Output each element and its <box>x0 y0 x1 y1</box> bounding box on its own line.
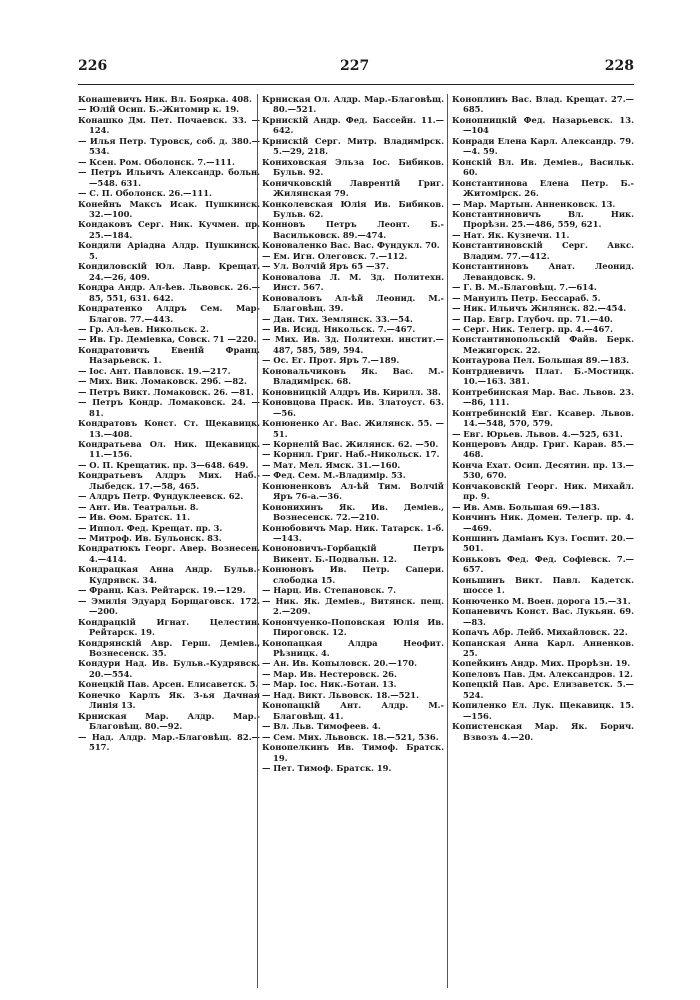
directory-entry: — Ксен. Ром. Оболонск. 7.—111. <box>78 156 235 167</box>
directory-entry: Копецкій Пав. Арс. Елизаветск. 5.—524. <box>452 679 634 700</box>
directory-entry: — Ник. Як. Деміев., Витянск. пещ. 2.—209. <box>262 595 444 617</box>
directory-entry: Кондратюкъ Георг. Авер. Вознесен. 4.—414. <box>78 543 260 564</box>
directory-entry: Контребинская Мар. Вас. Львов. 23.—86, 111. <box>452 386 634 408</box>
directory-entry: Константинова Елена Петр. Б.-Житомірск. 26. <box>452 177 634 199</box>
directory-entry: Конюченко М. Воен. дорога 15.—31. <box>452 595 631 606</box>
directory-entry: — Мануилъ Петр. Бессараб. 5. <box>452 292 601 303</box>
directory-entry: Конча Ехат. Осип. Десятин. пр. 13.—530, 670. <box>452 459 634 481</box>
directory-entry: Кондиловскій Юл. Лавр. Крещат. 24.—26, 409. <box>78 261 260 282</box>
directory-entry: — Ив. Гр. Деміевка, Совск. 71 —220. <box>78 334 257 345</box>
directory-entry: Копистенская Мар. Як. Борич. Взвозъ 4.—20. <box>452 721 634 742</box>
directory-entry: Конопацкая Алдра Неофит. Рѣзницк. 4. <box>262 637 444 659</box>
directory-entry: Кончаковскій Георг. Ник. Михайл. пр. 9. <box>452 480 634 502</box>
directory-entry: Контребинскій Евг. Ксавер. Львов. 14.—548, 570, 579. <box>452 407 634 429</box>
column-center <box>262 94 444 773</box>
directory-entry: — Пар. Евгр. Глубоч. пр. 71.—40. <box>452 313 613 324</box>
directory-entry: — Мих. Вик. Ломаковск. 29б. —82. <box>78 376 247 387</box>
directory-entry: — Ан. Ив. Копыловск. 20.—170. <box>262 658 417 669</box>
directory-entry: — Іос. Ант. Павловск. 19.—217. <box>78 365 231 376</box>
directory-entry: Кондили Аріадна Алдр. Пушкинск. 5. <box>78 240 260 261</box>
directory-entry: — Ник. Ильичъ Жилянск. 82.—454. <box>452 303 627 314</box>
directory-entry: Конейнъ Максъ Исак. Пушкинск. 32.—100. <box>78 198 260 219</box>
directory-entry: — Ем. Игн. Олеговск. 7.—112. <box>262 250 408 261</box>
directory-entry: Конюненковъ Ал-ѣй Тим. Волчій Яръ 76-а.—36. <box>262 480 444 502</box>
directory-entry: Копейкинъ Андр. Мих. Прорѣзн. 19. <box>452 658 631 669</box>
directory-entry: — Мар. Мартын. Анненковск. 13. <box>452 198 616 209</box>
directory-entry: Кондратьевъ Алдръ Мих. Наб.-Лыбедск. 17.—58, 465. <box>78 470 260 491</box>
directory-entry: — Пет. Тимоф. Братск. 19. <box>262 763 392 773</box>
directory-entry: — Ул. Волчій Яръ 65 —37. <box>262 261 389 272</box>
directory-entry: — Над. Алдр. Мар.-Благовѣщ. 82.—517. <box>78 731 260 753</box>
directory-entry: — Петръ Кондр. Ломаковск. 24. —81. <box>78 397 260 418</box>
directory-entry: Коновцова Праск. Ив. Златоуст. 63.—56. <box>262 397 444 418</box>
directory-entry: Копеловъ Пав. Дм. Александров. 12. <box>452 668 633 679</box>
directory-entry: Кондратовичъ Евеній Франц. Назарьевск. 1. <box>78 344 260 366</box>
directory-entry: Копиленко Ел. Лук. Щекавицк. 15. —156. <box>452 700 634 721</box>
directory-entry: Конопелкинъ Ив. Тимоф. Братск. 19. <box>262 742 444 763</box>
directory-entry: — Дан. Тих. Землянск. 33.—54. <box>262 313 413 324</box>
directory-entry: — Евг. Юрьев. Львов. 4.—525, 631. <box>452 428 623 439</box>
column-divider-1 <box>257 94 258 988</box>
directory-entry: — Нат. Як. Кузнечн. 11. <box>452 229 570 240</box>
directory-entry: Коновальчиковъ Як. Вас. М.-Владимірск. 68. <box>262 365 444 387</box>
directory-entry: Конечко Карлъ Як. 3-ья Дачная Линія 13. <box>78 689 260 711</box>
directory-entry: Коншинъ Даміанъ Куз. Госпит. 20.—501. <box>452 533 634 554</box>
directory-entry: — Нарц. Ив. Степановск. 7. <box>262 585 397 596</box>
directory-entry: Конскій Вл. Ив. Деміев., Васильк. 60. <box>452 156 634 178</box>
directory-entry: Конновъ Петръ Леонт. Б.-Васильковск. 89.—474. <box>262 219 444 240</box>
directory-entry: — Корнил. Григ. Наб.-Никольск. 17. <box>262 449 440 460</box>
directory-entry: Концеровъ Андр. Григ. Карав. 85.—468. <box>452 438 634 460</box>
directory-entry: — Иппол. Фед. Крещат. пр. 3. <box>78 522 223 533</box>
directory-entry: Кондратовъ Конст. Ст. Щекавицк. 13.—408. <box>78 418 260 439</box>
directory-entry: Крниская Ол. Алдр. Мар.-Благовѣщ. 80.—521. <box>262 94 444 115</box>
directory-entry: Конюненко Аг. Вас. Жилянск. 55. —51. <box>262 418 444 439</box>
directory-entry: — Гр. Ал-ѣев. Никольск. 2. <box>78 323 209 334</box>
directory-entry: Кондратенко Алдръ Сем. Мар-Благов. 77.—443. <box>78 303 260 324</box>
directory-entry: — Ив. Амв. Большая 69.—183. <box>452 501 600 512</box>
directory-entry: Копанская Анна Карл. Анненков. 25. <box>452 637 634 659</box>
directory-entry: Конашевичъ Ник. Вл. Боярка. 408. <box>78 94 252 104</box>
directory-entry: — Ив. Исид. Никольск. 7.—467. <box>262 323 416 334</box>
directory-entry: — Вл. Льв. Тимофеев. 4. <box>262 721 381 732</box>
directory-entry: Коньковъ Фед. Фед. Софіевск. 7.—657. <box>452 553 634 575</box>
directory-entry: Кондури Над. Ив. Бульв.-Кудрявск. 20.—554. <box>78 658 260 679</box>
directory-entry: — Петръ Ильичъ Александр. больн.—548. 631. <box>78 167 260 188</box>
directory-entry: — Ив. Ѳом. Братск. 11. <box>78 512 191 523</box>
directory-entry: Кониховская Эльза Іос. Бибиков. Бульв. 92. <box>262 156 444 178</box>
page-number-right: 228 <box>604 58 634 74</box>
page-number-left: 226 <box>78 58 108 74</box>
directory-entry: — С. П. Оболонск. 26.—111. <box>78 188 212 199</box>
directory-entry: — Мар. Іос. Ник.-Ботан. 13. <box>262 679 397 690</box>
directory-entry: Кондра Андр. Ал-ѣев. Львовск. 26.—85, 551, 631. 642. <box>78 282 260 303</box>
directory-entry: Контаурова Пел. Большая 89.—183. <box>452 355 630 366</box>
directory-entry: Коноваловъ Ал-ѣй Леонид. М.-Благовѣщ. 39. <box>262 292 444 314</box>
directory-entry: — Митроф. Ив. Бульонск. 83. <box>78 533 222 544</box>
directory-entry: Коноплинъ Вас. Влад. Крещат. 27.—685. <box>452 94 634 115</box>
directory-entry: — Мих. Ив. Зд. Политехн. инстит.—487, 585, 589, 594. <box>262 334 444 355</box>
directory-entry: — Мар. Ив. Нестеровск. 26. <box>262 668 397 679</box>
directory-entry: Кононихинъ Як. Ив. Деміев., Вознесенск. 72.—210. <box>262 501 444 523</box>
directory-entry: — Ос. Ег. Прот. Яръ 7.—189. <box>262 355 400 366</box>
directory-entry: Конради Елена Карл. Александр. 79.—4. 59. <box>452 135 634 157</box>
directory-entry: Кондаковъ Серг. Ник. Кучмен. пр. 25.—184. <box>78 219 260 240</box>
column-right <box>452 94 634 742</box>
directory-entry: Константиновичъ Вл. Ник. Прорѣзн. 25.—486, 559, 621. <box>452 208 634 230</box>
directory-entry: — Сем. Мих. Львовск. 18.—521, 536. <box>262 731 439 742</box>
directory-entry: — Ант. Ив. Театральн. 8. <box>78 501 199 512</box>
directory-entry: Кончинъ Ник. Домен. Телегр. пр. 4.—469. <box>452 512 634 533</box>
directory-entry: Конюбовичъ Мар. Ник. Татарск. 1-б.—143. <box>262 522 444 544</box>
directory-entry: Конопацкій Ант. Алдр. М.-Благовѣщ. 41. <box>262 700 444 721</box>
directory-entry: Крнискій Андр. Фед. Бассейн. 11.—642. <box>262 114 444 136</box>
directory-entry: — Г. В. М.-Благовѣщ. 7.—614. <box>452 282 597 293</box>
directory-entry: — Франц. Каз. Рейтарск. 19.—129. <box>78 585 246 596</box>
directory-entry: — Петръ Викт. Ломаковск. 26. —81. <box>78 386 254 397</box>
directory-entry: Конколевская Юлія Ив. Бибиков. Бульв. 62. <box>262 198 444 219</box>
directory-entry: — Юлій Осип. Б.-Житомир к. 19. <box>78 104 240 115</box>
directory-entry: Конецкій Пав. Арсен. Елисаветск. 5. <box>78 679 259 690</box>
directory-entry: — Серг. Ник. Телегр. пр. 4.—467. <box>452 323 614 334</box>
directory-entry: Коньшинъ Викт. Павл. Кадетск. шоссе 1. <box>452 574 634 596</box>
directory-entry: Крниская Мар. Алдр. Мар.-Благовѣщ. 80.—92. <box>78 710 260 732</box>
directory-entry: — Мат. Мел. Ямск. 31.—160. <box>262 459 401 470</box>
directory-entry: — Над. Викт. Львовск. 18.—521. <box>262 689 420 700</box>
page-number-center: 227 <box>340 58 370 74</box>
directory-entry: — Эмилія Эдуард Борщаговск. 172.—200. <box>78 595 260 617</box>
directory-entry: Константинопольскій Файв. Берк. Межигорск. 22. <box>452 334 634 355</box>
directory-entry: Конашко Дм. Пет. Почаевск. 33. —124. <box>78 114 260 136</box>
directory-entry: Кондрацкій Игнат. Целестин. Рейтарск. 19. <box>78 616 260 638</box>
directory-entry: — Алдръ Петр. Фундуклеевск. 62. <box>78 491 244 502</box>
directory-entry: — Фед. Сем. М.-Владимір. 53. <box>262 470 406 481</box>
directory-entry: Коновницкій Алдръ Ив. Кирилл. 38. <box>262 386 441 397</box>
directory-entry: Копаневичъ Конст. Вас. Лукьян. 69.—83. <box>452 606 634 627</box>
directory-entry: Контрдневичъ Плат. Б.-Мостицк. 10.—163. 381. <box>452 365 634 387</box>
directory-entry: Кононовичъ-Горбацкій Петръ Викент. Б.-Подвальн. 12. <box>262 543 444 564</box>
directory-entry: Кондратьева Ол. Ник. Щекавицк. 11.—156. <box>78 438 260 460</box>
page-header <box>78 58 634 82</box>
header-rule <box>78 84 634 85</box>
directory-entry: — Корнелій Вас. Жилянск. 62. —50. <box>262 438 439 449</box>
directory-entry: Конончуенко-Поповская Юлія Ив. Пироговск. 12. <box>262 616 444 638</box>
directory-entry: Коновалова Л. М. Зд. Политехн. Инст. 567. <box>262 271 444 293</box>
column-divider-2 <box>447 94 448 988</box>
directory-entry: Конопницкій Фед. Назарьевск. 13. —104 <box>452 114 634 136</box>
directory-entry: Константиновскій Серг. Авкс. Владим. 77.—412. <box>452 240 634 261</box>
column-left <box>78 94 260 753</box>
directory-entry: Копачъ Абр. Лейб. Михайловск. 22. <box>452 627 628 638</box>
directory-entry: Крнискій Серг. Митр. Владимірск. 5.—29, 218. <box>262 135 444 157</box>
directory-entry: Коничковскій Лаврентій Григ. Жилянская 79. <box>262 177 444 199</box>
directory-entry: Кондрацкая Анна Андр. Бульв.-Кудрявск. 34. <box>78 564 260 585</box>
directory-entry: Константиновъ Анат. Леонид. Левандовск. 9. <box>452 261 634 282</box>
directory-entry: Кондрянскій Авр. Герш. Деміев., Вознесенск. 35. <box>78 637 260 659</box>
directory-entry: — Илья Петр. Туровск, соб. д. 380.—534. <box>78 135 260 157</box>
directory-entry: Конюновъ Ив. Петр. Сапери. слободка 15. <box>262 564 444 585</box>
directory-entry: Коноваленко Вас. Вас. Фундукл. 70. <box>262 240 440 251</box>
directory-entry: — О. П. Крещатик. пр. 3—648. 649. <box>78 459 249 470</box>
